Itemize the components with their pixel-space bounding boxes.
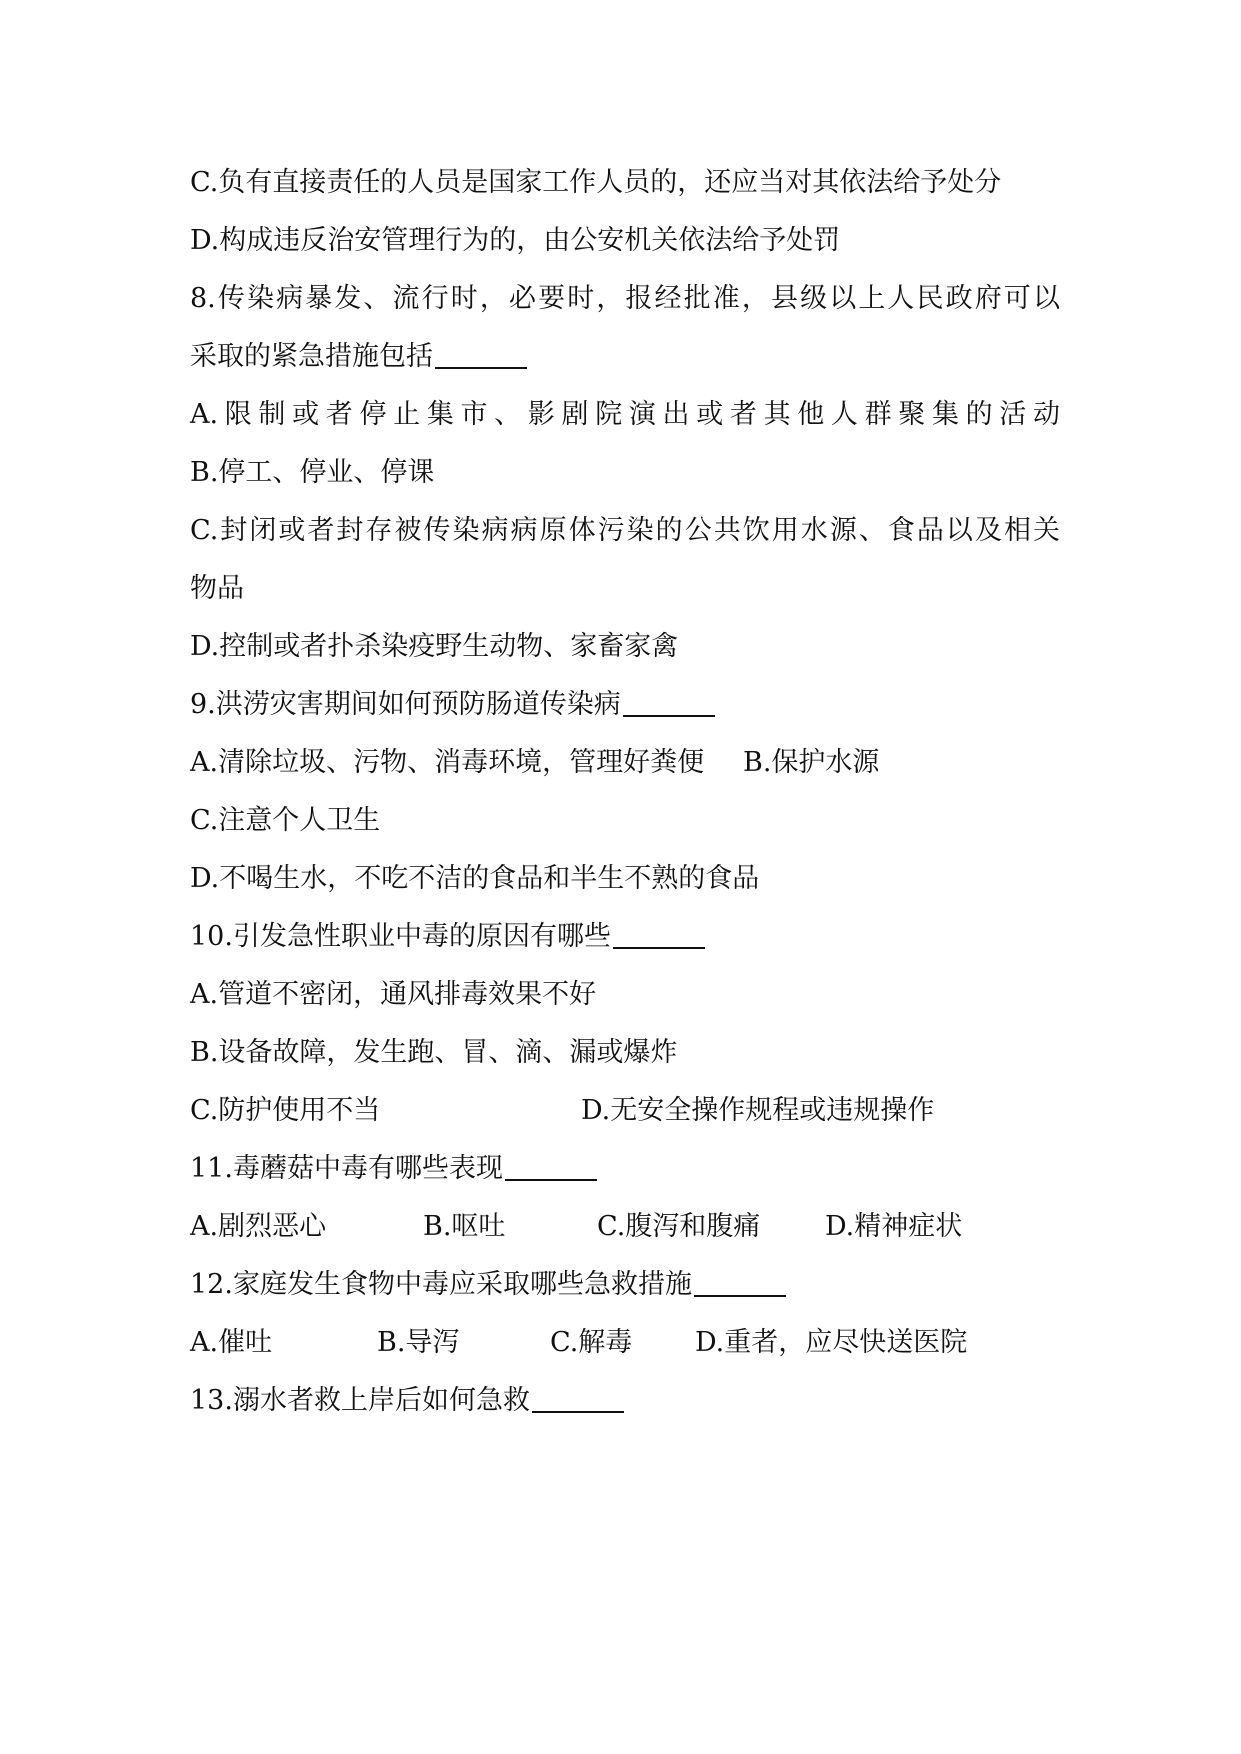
q8-stem-line-1: 8.传染病暴发、流行时，必要时，报经批准，县级以上人民政府可以 — [190, 283, 1060, 314]
q12-stem-text: 12.家庭发生食物中毒应采取哪些急救措施 — [190, 1269, 692, 1300]
q13-stem — [190, 1381, 1060, 1421]
q9-stem-text: 9.洪涝灾害期间如何预防肠道传染病 — [190, 689, 621, 720]
q11-option-d: D.精神症状 — [825, 1211, 963, 1242]
q8-option-c-line-1: C.封闭或者封存被传染病病原体污染的公共饮用水源、食品以及相关 — [190, 515, 1060, 546]
q11-option-b: B.呕吐 — [423, 1211, 506, 1242]
q12-option-d: D.重者，应尽快送医院 — [695, 1327, 968, 1358]
q12-option-a: A.催吐 — [190, 1327, 273, 1358]
q10-option-d: D.无安全操作规程或违规操作 — [581, 1095, 935, 1126]
q13-stem-text: 13.溺水者救上岸后如何急救 — [190, 1385, 530, 1416]
q7-option-c: C.负有直接责任的人员是国家工作人员的，还应当对其依法给予处分 — [190, 167, 1002, 198]
q10-option-c: C.防护使用不当 — [190, 1095, 381, 1126]
q12-stem — [190, 1265, 1060, 1305]
q8-option-c-line-2: 物品 — [190, 573, 244, 604]
q8-stem-text: 采取的紧急措施包括 — [190, 341, 433, 372]
q11-option-c: C.腹泻和腹痛 — [597, 1211, 761, 1242]
q11-option-a: A.剧烈恶心 — [190, 1211, 327, 1242]
q11-stem-text: 11.毒蘑菇中毒有哪些表现 — [190, 1153, 503, 1184]
q9-option-d: D.不喝生水，不吃不洁的食品和半生不熟的食品 — [190, 863, 760, 894]
q9-stem — [190, 685, 1060, 725]
answer-blank — [623, 685, 715, 717]
q8-option-b: B.停工、停业、停课 — [190, 457, 435, 488]
q7-option-d: D.构成违反治安管理行为的，由公安机关依法给予处罚 — [190, 225, 841, 256]
q11-stem — [190, 1149, 1060, 1189]
q8-option-a: A.限制或者停止集市、影剧院演出或者其他人群聚集的活动 — [190, 399, 1060, 430]
q10-stem-text: 10.引发急性职业中毒的原因有哪些 — [190, 921, 611, 952]
q9-option-a: A.清除垃圾、污物、消毒环境，管理好粪便 — [190, 747, 705, 778]
q8-option-d: D.控制或者扑杀染疫野生动物、家畜家禽 — [190, 631, 679, 662]
q10-stem — [190, 917, 1060, 957]
q10-option-a: A.管道不密闭，通风排毒效果不好 — [190, 979, 597, 1010]
answer-blank — [613, 917, 705, 949]
q9-option-c: C.注意个人卫生 — [190, 805, 381, 836]
answer-blank — [435, 337, 527, 369]
answer-blank — [694, 1265, 786, 1297]
q8-stem-line-2 — [190, 337, 1060, 377]
q9-option-b: B.保护水源 — [743, 747, 880, 778]
q10-option-b: B.设备故障，发生跑、冒、滴、漏或爆炸 — [190, 1037, 678, 1068]
answer-blank — [505, 1149, 597, 1181]
q12-option-c: C.解毒 — [550, 1327, 633, 1358]
q12-option-b: B.导泻 — [377, 1327, 460, 1358]
answer-blank — [532, 1381, 624, 1413]
